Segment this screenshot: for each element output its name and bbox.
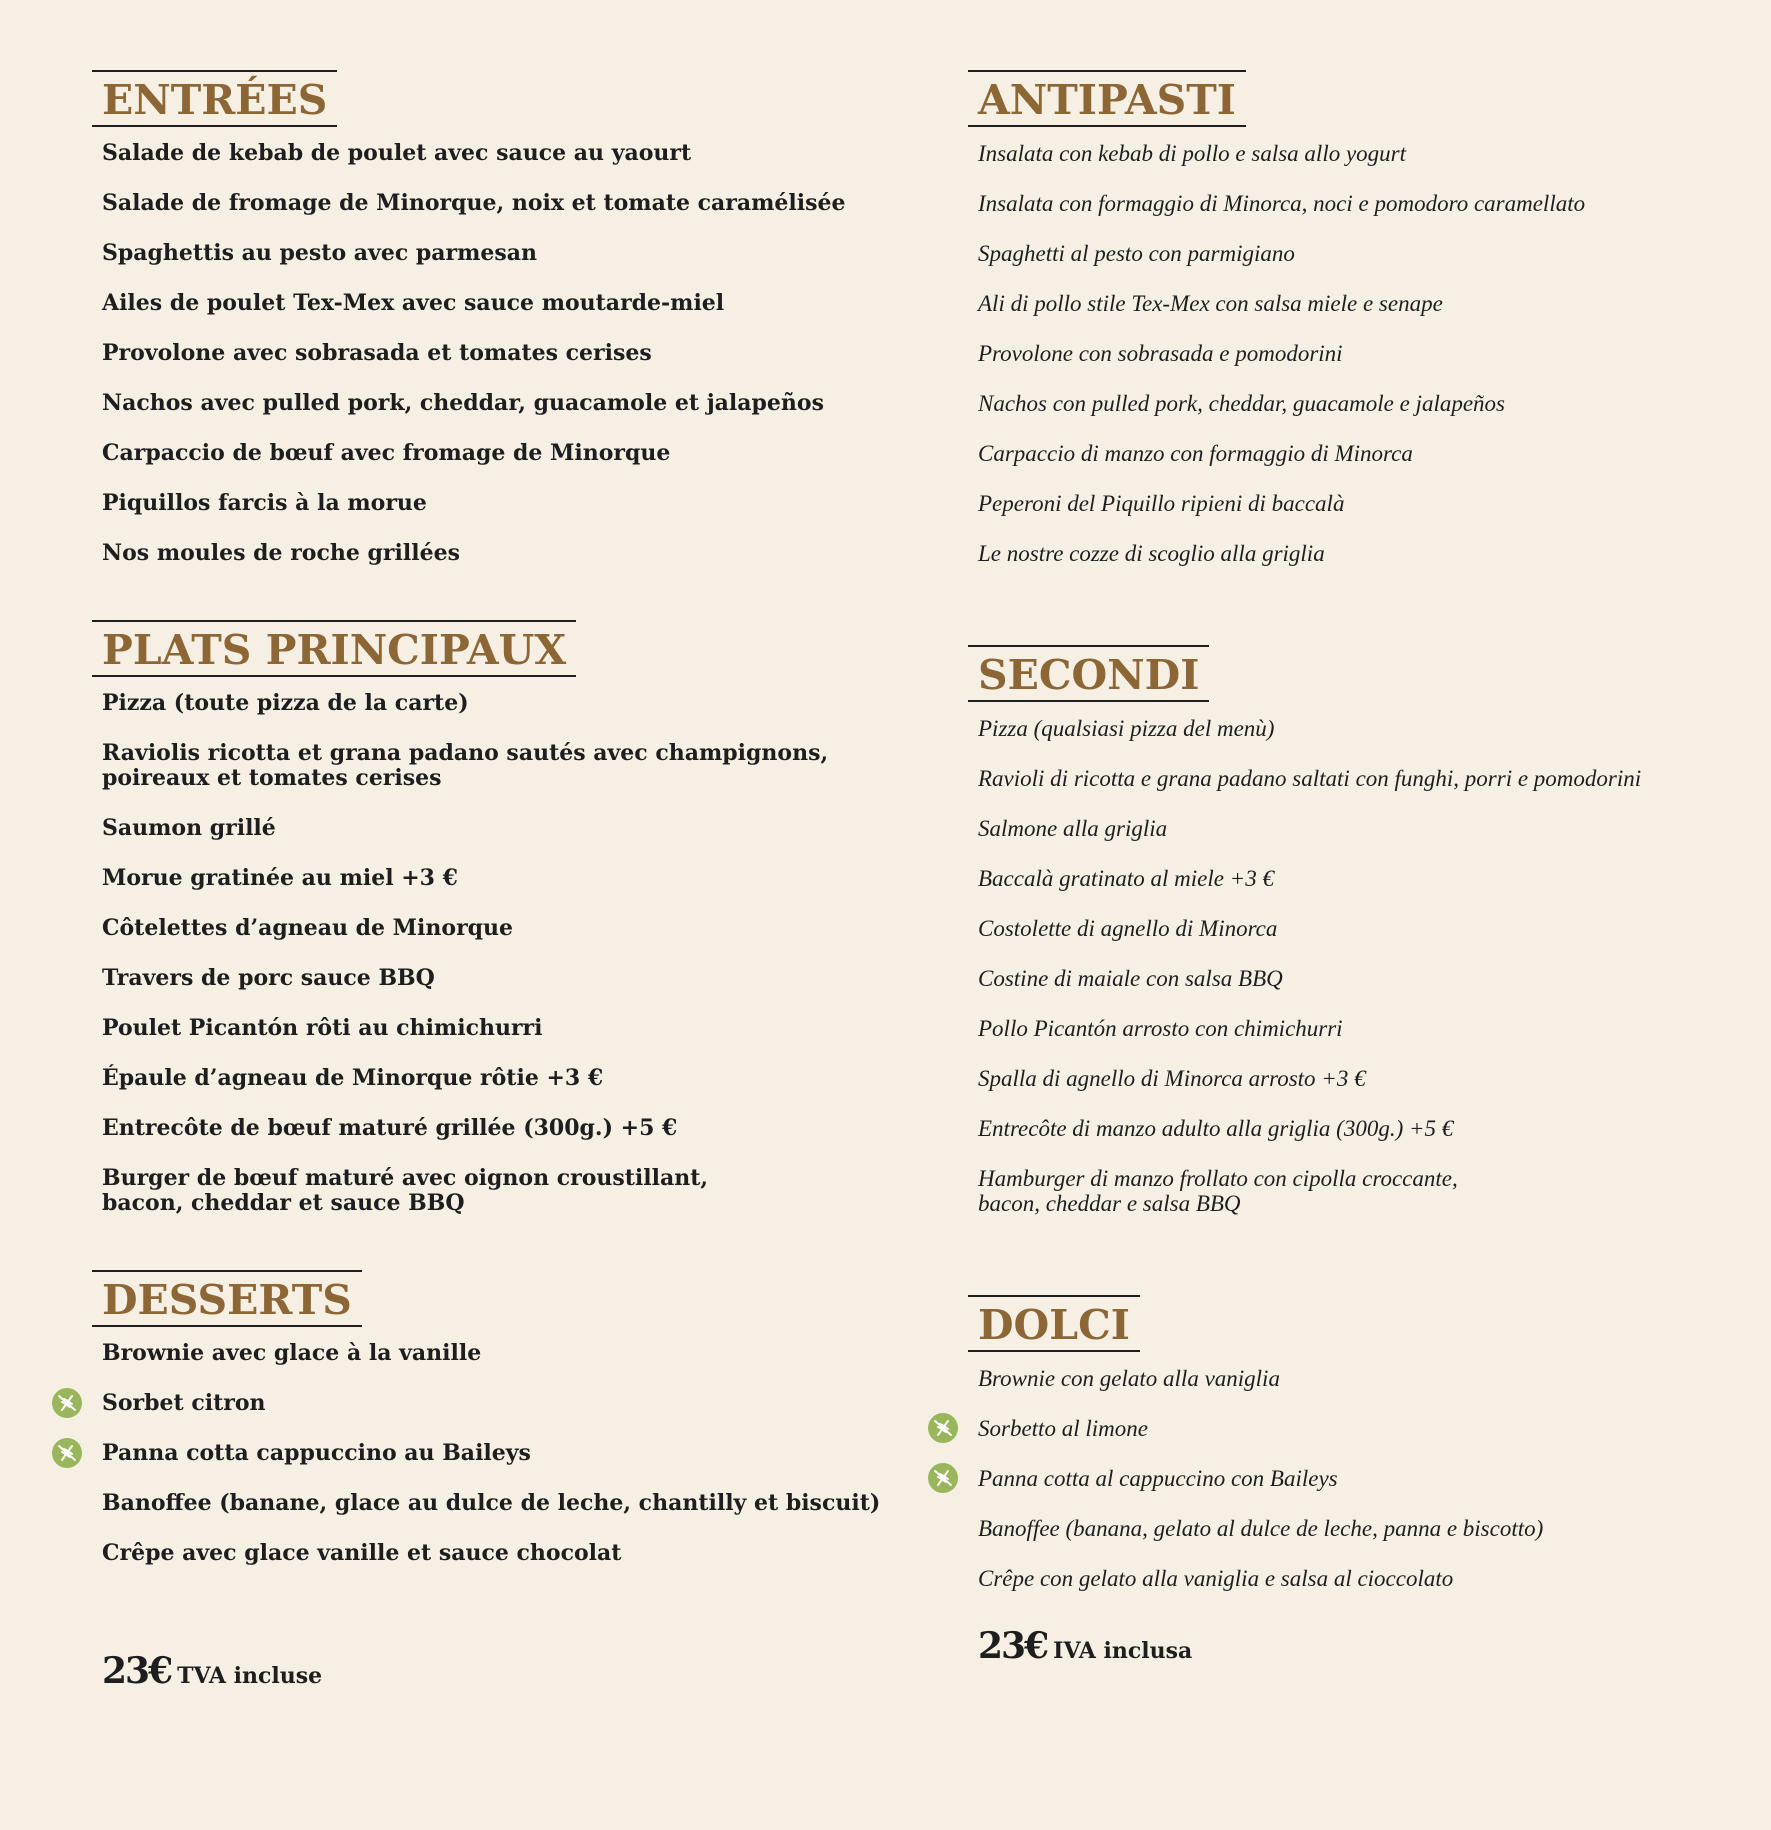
menu-list [92, 691, 828, 1241]
menu-item: Le nostre cozze di scoglio alla griglia [978, 541, 1325, 566]
menu-item: Burger de bœuf maturé avec oignon croustillant, bacon, cheddar et sauce BBQ [102, 1165, 709, 1216]
price-french [102, 1650, 322, 1692]
menu-item: Banoffee (banana, gelato al dulce de leche, panna e biscotto) [978, 1516, 1544, 1541]
menu-item: Travers de porc sauce BBQ [102, 965, 435, 991]
menu-item: Spaghettis au pesto avec parmesan [102, 240, 538, 266]
menu-item: Carpaccio di manzo con formaggio di Minorca [978, 441, 1413, 466]
section-plats-principaux [92, 620, 828, 1241]
menu-item: Spaghetti al pesto con parmigiano [978, 241, 1295, 266]
menu-item: Entrecôte di manzo adulto alla griglia (300g.) +5 € [978, 1116, 1454, 1141]
menu-item: Pizza (toute pizza de la carte) [102, 690, 469, 716]
section-title: SECONDI [968, 645, 1209, 702]
section-antipasti [968, 70, 1585, 591]
section-title: ENTRÉES [92, 70, 337, 127]
menu-item: Épaule d’agneau de Minorque rôtie +3 € [102, 1065, 604, 1091]
menu-item: Salade de fromage de Minorque, noix et tomate caramélisée [102, 190, 846, 216]
menu-item: Entrecôte de bœuf maturé grillée (300g.) +5 € [102, 1115, 678, 1141]
section-title: ANTIPASTI [968, 70, 1246, 127]
menu-item: Insalata con formaggio di Minorca, noci e pomodoro caramellato [978, 191, 1586, 216]
menu-item: Provolone con sobrasada e pomodorini [978, 341, 1343, 366]
section-dolci [968, 1295, 1543, 1616]
menu-item: Nos moules de roche grillées [102, 540, 460, 566]
menu-item: Crêpe con gelato alla vaniglia e salsa al cioccolato [978, 1566, 1454, 1591]
menu-item: Côtelettes d’agneau de Minorque [102, 915, 514, 941]
price-label: IVA inclusa [1053, 1638, 1193, 1664]
menu-item: Baccalà gratinato al miele +3 € [978, 866, 1274, 891]
price-amount: 23€ [978, 1625, 1048, 1667]
section-title: DESSERTS [92, 1270, 362, 1327]
gluten-free-icon [52, 1438, 82, 1468]
menu-item: Saumon grillé [102, 815, 276, 841]
menu-item: Brownie avec glace à la vanille [102, 1340, 482, 1366]
gluten-free-icon [928, 1413, 958, 1443]
menu-item: Sorbet citron [92, 1391, 880, 1441]
menu-item: Spalla di agnello di Minorca arrosto +3 € [978, 1066, 1366, 1091]
section-desserts [92, 1270, 880, 1591]
section-entrees [92, 70, 846, 591]
menu-item: Piquillos farcis à la morue [102, 490, 427, 516]
menu-item: Costolette di agnello di Minorca [978, 916, 1278, 941]
menu-item: Salmone alla griglia [978, 816, 1168, 841]
section-title: PLATS PRINCIPAUX [92, 620, 576, 677]
menu-list [92, 1341, 880, 1591]
menu-item: Insalata con kebab di pollo e salsa allo yogurt [978, 141, 1407, 166]
gluten-free-icon [52, 1388, 82, 1418]
menu-item: Ali di pollo stile Tex-Mex con salsa miele e senape [978, 291, 1443, 316]
menu-item: Panna cotta cappuccino au Baileys [92, 1441, 880, 1491]
menu-list [968, 716, 1641, 1241]
menu-item: Costine di maiale con salsa BBQ [978, 966, 1283, 991]
menu-list [92, 141, 846, 591]
menu-list [968, 1366, 1543, 1616]
menu-item: Provolone avec sobrasada et tomates cerises [102, 340, 652, 366]
menu-item: Pollo Picantón arrosto con chimichurri [978, 1016, 1343, 1041]
menu-item: Ravioli di ricotta e grana padano saltati con funghi, porri e pomodorini [978, 766, 1642, 791]
menu-item: Crêpe avec glace vanille et sauce chocolat [102, 1540, 622, 1566]
menu-item: Hamburger di manzo frollato con cipolla croccante, bacon, cheddar e salsa BBQ [978, 1166, 1458, 1216]
menu-item: Raviolis ricotta et grana padano sautés avec champignons, poireaux et tomates cerises [102, 740, 829, 791]
menu-item: Pizza (qualsiasi pizza del menù) [978, 716, 1275, 741]
menu-item: Poulet Picantón rôti au chimichurri [102, 1015, 543, 1041]
menu-item: Banoffee (banane, glace au dulce de leche, chantilly et biscuit) [102, 1490, 881, 1516]
menu-list [968, 141, 1585, 591]
price-label: TVA incluse [177, 1663, 323, 1689]
price-italian [978, 1625, 1192, 1667]
menu-item: Ailes de poulet Tex-Mex avec sauce moutarde-miel [102, 290, 725, 316]
price-amount: 23€ [102, 1650, 172, 1692]
menu-item: Panna cotta al cappuccino con Baileys [968, 1466, 1543, 1516]
menu-item: Brownie con gelato alla vaniglia [978, 1366, 1280, 1391]
menu-item: Nachos con pulled pork, cheddar, guacamole e jalapeños [978, 391, 1505, 416]
section-secondi [968, 645, 1641, 1241]
gluten-free-icon [928, 1463, 958, 1493]
menu-item: Peperoni del Piquillo ripieni di baccalà [978, 491, 1345, 516]
menu-item: Salade de kebab de poulet avec sauce au yaourt [102, 140, 692, 166]
menu-item: Sorbetto al limone [968, 1416, 1543, 1466]
section-title: DOLCI [968, 1295, 1140, 1352]
menu-item: Carpaccio de bœuf avec fromage de Minorque [102, 440, 671, 466]
menu-item: Nachos avec pulled pork, cheddar, guacamole et jalapeños [102, 390, 824, 416]
menu-item: Morue gratinée au miel +3 € [102, 865, 458, 891]
